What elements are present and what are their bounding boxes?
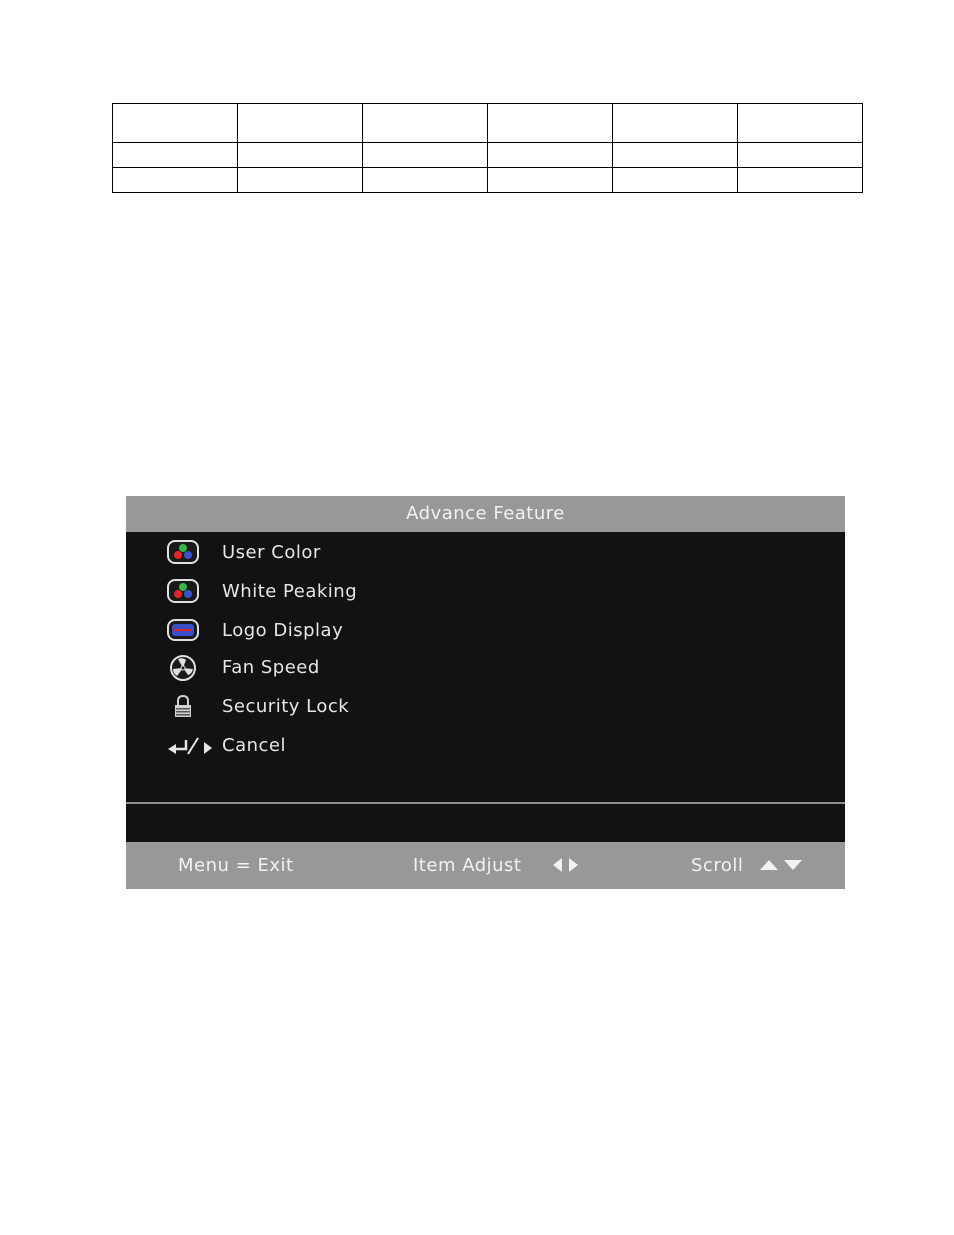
item-adjust-hint: Item Adjust [413,855,522,876]
menu-item-fan-speed[interactable] [126,648,845,687]
menu-item-label: User Color [222,542,321,563]
color-palette-icon [166,539,200,565]
table-cell [238,104,363,143]
table-cell [738,104,863,143]
table-cell [738,168,863,193]
table-cell [613,168,738,193]
osd-menu [126,496,845,889]
enter-arrow-icon [166,732,214,758]
table-cell [488,104,613,143]
table-cell [488,143,613,168]
menu-item-logo-display[interactable] [126,611,845,650]
menu-item-label: Logo Display [222,620,344,641]
divider [126,802,845,804]
menu-item-cancel[interactable] [126,726,845,765]
menu-item-label: Fan Speed [222,657,320,678]
table-cell [113,104,238,143]
table-cell [238,143,363,168]
table-cell [113,168,238,193]
left-right-arrows-icon [552,856,580,878]
up-down-arrows-icon [758,857,806,877]
color-palette-icon [166,578,200,604]
menu-item-label: White Peaking [222,581,358,602]
menu-item-white-peaking[interactable] [126,572,845,611]
table-cell [113,143,238,168]
table-cell [613,104,738,143]
exit-hint: Menu = Exit [178,855,294,876]
table-cell [488,168,613,193]
menu-footer [126,842,845,889]
table-cell [238,168,363,193]
menu-item-user-color[interactable] [126,533,845,572]
menu-title: Advance Feature [126,496,845,532]
blank-table [112,103,863,193]
fan-icon [166,654,200,680]
menu-item-security-lock[interactable] [126,687,845,726]
table-cell [613,143,738,168]
menu-item-label: Cancel [222,735,286,756]
table-cell [738,143,863,168]
table-cell [363,168,488,193]
lock-icon [166,693,200,719]
table-cell [363,104,488,143]
scroll-hint: Scroll [691,855,744,876]
table-cell [363,143,488,168]
menu-item-label: Security Lock [222,696,350,717]
display-icon [166,617,200,643]
